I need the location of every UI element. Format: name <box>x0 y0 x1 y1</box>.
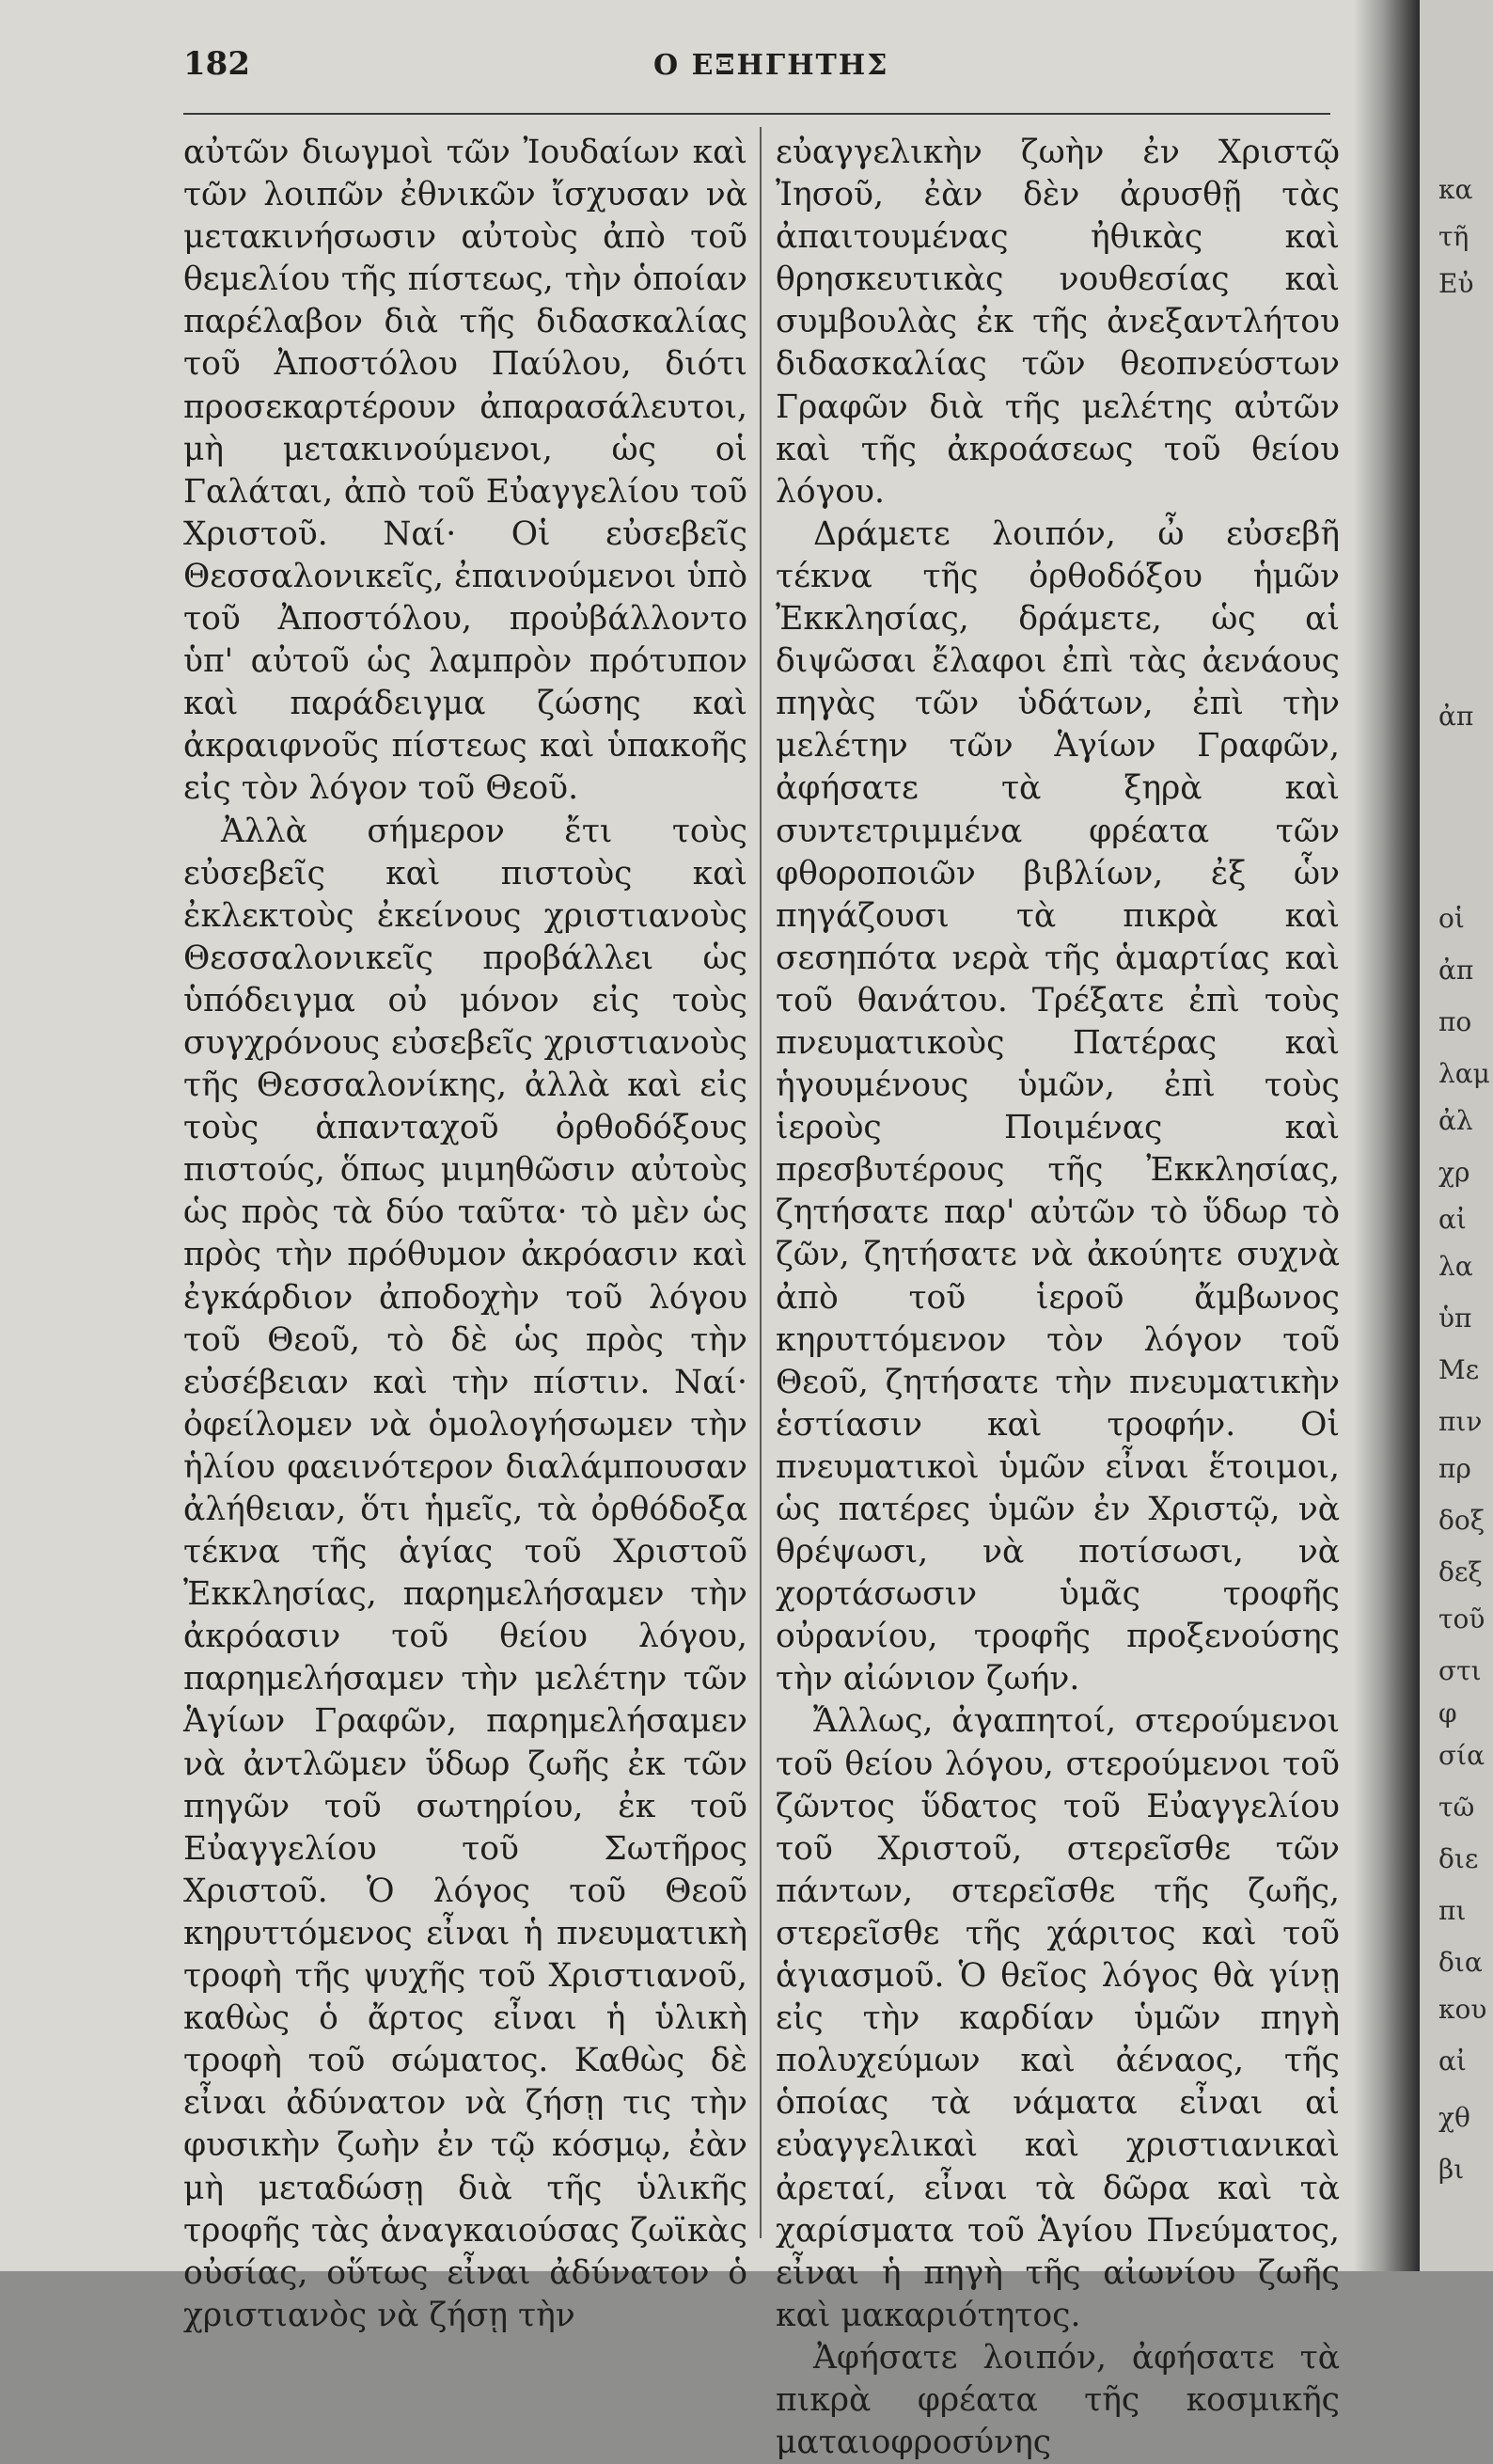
paragraph: Δράμετε λοιπόν, ὦ εὐσεβῆ τέκνα τῆς ὀρθοδόξου ἡμῶν Ἐκκλησίας, δράμετε, ὡς αἱ διψῶσαι ἔλαφοι ἐπὶ τὰς ἀενάους πηγὰς τῶν ὑδάτων, ἐπὶ τὴν μελέτην τῶν Ἁγίων Γραφῶν, ἀφήσατε τὰ ξηρὰ καὶ συντετριμμένα φρέατα τῶν φθοροποιῶν βιβλίων, ἐξ ὧν πηγάζουσι τὰ πικρὰ καὶ σεσηπότα νερὰ τῆς ἁμαρτίας καὶ τοῦ θανάτου. Τρέξατε ἐπὶ τοὺς πνευματικοὺς Πατέρας καὶ ἡγουμένους ὑμῶν, ἐπὶ τοὺς ἱεροὺς Ποιμένας καὶ πρεσβυτέρους τῆς Ἐκκλησίας, ζητήσατε παρ' αὐτῶν τὸ ὕδωρ τὸ ζῶν, ζητήσατε νὰ ἀκούητε συχνὰ ἀπὸ τοῦ ἱεροῦ ἄμβωνος κηρυττόμενον τὸν λόγον τοῦ Θεοῦ, ζητήσατε τὴν πνευματικὴν ἑστίασιν καὶ τροφήν. Οἱ πνευματικοὶ ὑμῶν εἶναι ἕτοιμοι, ὡς πατέρες ὑμῶν ἐν Χριστῷ, νὰ θρέψωσι, νὰ ποτίσωσι, νὰ χορτάσωσιν ὑμᾶς τροφῆς οὐρανίου, τροφῆς προξενούσης τὴν αἰώνιον ζωήν. <box>776 514 1340 1698</box>
adjacent-page-fragment: χθ <box>1438 2102 1470 2133</box>
adjacent-page-fragment: τῆ <box>1438 221 1469 252</box>
adjacent-page-fragment: κα <box>1438 174 1473 205</box>
adjacent-page-fragment: Εὐ <box>1438 268 1474 299</box>
adjacent-page-fragment: πρ <box>1438 1453 1471 1484</box>
adjacent-page-fragment: πο <box>1438 1006 1472 1037</box>
adjacent-page-fragment: διε <box>1438 1843 1479 1874</box>
adjacent-page-fragment: τοῦ <box>1438 1603 1485 1635</box>
adjacent-page-edge <box>1420 0 1493 2271</box>
adjacent-page-fragment: κου <box>1438 1994 1487 2025</box>
adjacent-page-fragment: χρ <box>1438 1157 1470 1188</box>
adjacent-page-fragment: Με <box>1438 1354 1480 1385</box>
adjacent-page-fragment: ἀπ <box>1438 701 1474 732</box>
paragraph: αὐτῶν διωγμοὶ τῶν Ἰουδαίων καὶ τῶν λοιπῶν ἐθνικῶν ἴσχυσαν νὰ μετακινήσωσιν αὐτοὺς ἀπὸ τοῦ θεμελίου τῆς πίστεως, τὴν ὁποίαν παρέλαβον διὰ τῆς διδασκαλίας τοῦ Ἀποστόλου Παύλου, διότι προσεκαρτέρουν ἀπαρασάλευτοι, μὴ μετακινούμενοι, ὡς οἱ Γαλάται, ἀπὸ τοῦ Εὐαγγελίου τοῦ Χριστοῦ. Ναί· Οἱ εὐσεβεῖς Θεσσαλονικεῖς, ἐπαινούμενοι ὑπὸ τοῦ Ἀποστόλου, προὐβάλλοντο ὑπ' αὐτοῦ ὡς λαμπρὸν πρότυπον καὶ παράδειγμα ζώσης καὶ ἀκραιφνοῦς πίστεως καὶ ὑπακοῆς εἰς τὸν λόγον τοῦ Θεοῦ. <box>183 134 747 808</box>
adjacent-page-fragment: πιν <box>1438 1406 1483 1437</box>
page-number: 182 <box>183 45 250 83</box>
adjacent-page-fragment: στι <box>1438 1655 1482 1686</box>
adjacent-page-fragment: οἱ <box>1438 903 1465 934</box>
adjacent-page-fragment: βι <box>1438 2154 1465 2185</box>
paragraph: Ἀλλὰ σήμερον ἔτι τοὺς εὐσεβεῖς καὶ πιστοὺς καὶ ἐκλεκτοὺς ἐκείνους χριστιανοὺς Θεσσαλονικεῖς προβάλλει ὡς ὑπόδειγμα οὐ μόνον εἰς τοὺς συγχρόνους εὐσεβεῖς χριστιανοὺς τῆς Θεσσαλονίκης, ἀλλὰ καὶ εἰς τοὺς ἁπανταχοῦ ὀρθοδόξους πιστούς, ὅπως μιμηθῶσιν αὐτοὺς ὡς πρὸς τὰ δύο ταῦτα· τὸ μὲν ὡς πρὸς τὴν πρόθυμον ἀκρόασιν καὶ ἐγκάρδιον ἀποδοχὴν τοῦ λόγου τοῦ Θεοῦ, τὸ δὲ ὡς πρὸς τὴν εὐσέβειαν καὶ τὴν πίστιν. Ναί· ὀφείλομεν νὰ ὁμολογήσωμεν τὴν ἡλίου φαεινότερον διαλάμπουσαν ἀλήθειαν, ὅτι ἡμεῖς, τὰ ὀρθόδοξα τέκνα τῆς ἁγίας τοῦ Χριστοῦ Ἐκκλησίας, παρημελήσαμεν τὴν ἀκρόασιν τοῦ θείου λόγου, παρημελήσαμεν τὴν μελέτην τῶν Ἁγίων Γραφῶν, παρημελήσαμεν νὰ ἀντλῶμεν ὕδωρ ζωῆς ἐκ τῶν πηγῶν τοῦ σωτηρίου, ἐκ τοῦ Εὐαγγελίου τοῦ Σωτῆρος Χριστοῦ. Ὁ λόγος τοῦ Θεοῦ κηρυττόμενος εἶναι ἡ πνευματικὴ τροφὴ τῆς ψυχῆς τοῦ Χριστιανοῦ, καθὼς ὁ ἄρτος εἶναι ἡ ὑλικὴ τροφὴ τοῦ σώματος. Καθὼς δὲ εἶναι ἀδύνατον νὰ ζήσῃ τις τὴν φυσικὴν ζωὴν ἐν τῷ κόσμῳ, ἐὰν μὴ μεταδώσῃ διὰ τῆς ὑλικῆς τροφῆς τὰς ἀναγκαιούσας ζωϊκὰς οὐσίας, οὕτως εἶναι ἀδύνατον ὁ χριστιανὸς νὰ ζήσῃ τὴν <box>183 812 747 2334</box>
running-head: Ο ΕΞΗΓΗΤΗΣ <box>653 49 889 82</box>
adjacent-page-fragment: σία <box>1438 1740 1485 1771</box>
header-rule <box>183 113 1330 115</box>
adjacent-page-fragment: λα <box>1438 1251 1473 1282</box>
adjacent-page-fragment: φ <box>1438 1698 1457 1729</box>
adjacent-page-fragment: δια <box>1438 1947 1483 1978</box>
adjacent-page-fragment: πι <box>1438 1895 1467 1926</box>
book-gutter-shadow <box>1354 0 1420 2271</box>
adjacent-page-fragment: δοξ <box>1438 1505 1485 1536</box>
adjacent-page-fragment: αἰ <box>1438 2045 1467 2077</box>
paragraph: Ἄλλως, ἀγαπητοί, στερούμενοι τοῦ θείου λόγου, στερούμενοι τοῦ ζῶντος ὕδατος τοῦ Εὐαγγελίου τοῦ Χριστοῦ, στερεῖσθε τῶν πάντων, στερεῖσθε τῆς ζωῆς, στερεῖσθε τῆς χάριτος καὶ τοῦ ἁγιασμοῦ. Ὁ θεῖος λόγος θὰ γίνῃ εἰς τὴν καρδίαν ὑμῶν πηγὴ πολυχεύμων καὶ ἀέναος, τῆς ὁποίας τὰ νάματα εἶναι αἱ εὐαγγελικαὶ καὶ χριστιανικαὶ ἀρεταί, εἶναι τὰ δῶρα καὶ τὰ χαρίσματα τοῦ Ἁγίου Πνεύματος, εἶναι ἡ πηγὴ τῆς αἰωνίου ζωῆς καὶ μακαριότητος. <box>776 1702 1340 2334</box>
right-column <box>776 132 1340 2464</box>
adjacent-page-fragment: τῶ <box>1438 1792 1475 1823</box>
adjacent-page-fragment: αἰ <box>1438 1204 1467 1235</box>
column-divider <box>760 127 762 2238</box>
paragraph: Ἀφήσατε λοιπόν, ἀφήσατε τὰ πικρὰ φρέατα τῆς κοσμικῆς ματαιοφροσύνης <box>776 2338 1340 2462</box>
page-header <box>183 45 1330 92</box>
paragraph: εὐαγγελικὴν ζωὴν ἐν Χριστῷ Ἰησοῦ, ἐὰν δὲν ἀρυσθῇ τὰς ἀπαιτουμένας ἠθικὰς καὶ θρησκευτικὰς νουθεσίας καὶ συμβουλὰς ἐκ τῆς ἀνεξαντλήτου διδασκαλίας τῶν θεοπνεύστων Γραφῶν διὰ τῆς μελέτης αὐτῶν καὶ τῆς ἀκροάσεως τοῦ θείου λόγου. <box>776 134 1340 511</box>
adjacent-page-fragment: ἀλ <box>1438 1105 1473 1136</box>
adjacent-page-fragment: ἀπ <box>1438 955 1474 986</box>
left-column <box>183 132 747 2337</box>
adjacent-page-fragment: ὑπ <box>1438 1303 1472 1334</box>
adjacent-page-fragment: λαμ <box>1438 1058 1490 1089</box>
adjacent-page-fragment: δεξ <box>1438 1556 1483 1587</box>
